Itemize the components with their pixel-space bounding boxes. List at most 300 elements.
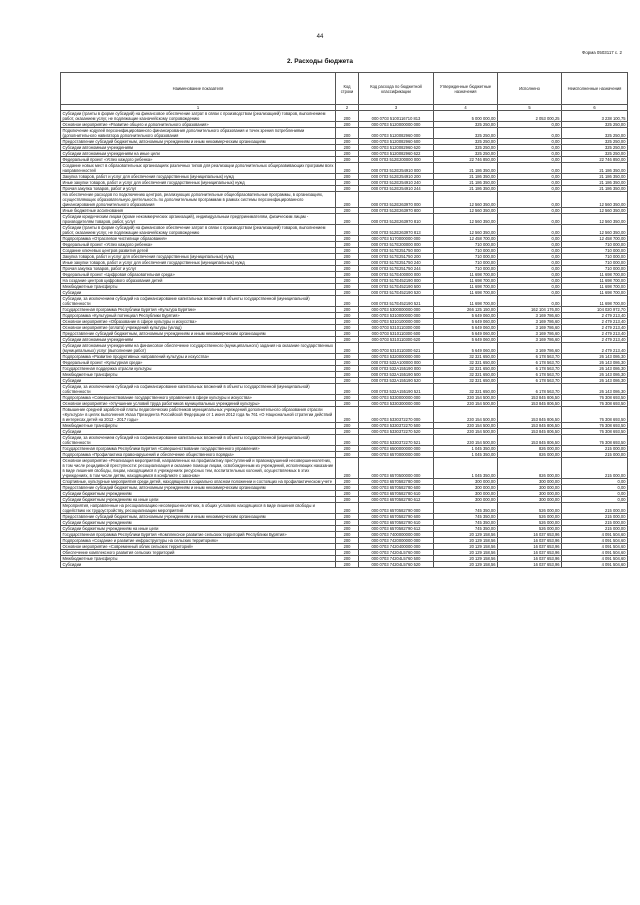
cell-indicator-name: Прочая закупка товаров, работ и услуг bbox=[61, 266, 336, 272]
cell-unexecuted: 0,00 bbox=[562, 497, 628, 503]
cell-executed: 0,00 bbox=[498, 272, 562, 278]
page-number: 44 bbox=[316, 34, 324, 40]
cell-classification-code: 000 0703 517E452190 500 bbox=[359, 284, 434, 290]
cell-classification-code: 000 0703 5120082960 600 bbox=[359, 139, 434, 145]
cell-executed: 3 169 786,60 bbox=[498, 331, 562, 337]
header-approved: Утвержденные бюджетные назначения bbox=[434, 73, 498, 105]
cell-indicator-name: Субсидии bbox=[61, 378, 336, 384]
header-row-code: Код строки bbox=[336, 73, 359, 105]
cell-unexecuted: 76 308 693,50 bbox=[562, 401, 628, 407]
cell-classification-code: 000 0703 5310000000 000 bbox=[359, 313, 434, 319]
cell-row-code: 200 bbox=[336, 372, 359, 378]
cell-approved: 20 129 158,56 bbox=[434, 544, 498, 550]
cell-classification-code: 000 0703 517E251750 240 bbox=[359, 260, 434, 266]
cell-indicator-name: Субсидии bbox=[61, 290, 336, 296]
cell-row-code: 200 bbox=[336, 180, 359, 186]
header-budget-classification: Код расхода по бюджетной классификации bbox=[359, 73, 434, 105]
cell-unexecuted: 710 000,00 bbox=[562, 242, 628, 248]
cell-row-code: 200 bbox=[336, 266, 359, 272]
cell-approved: 11 698 700,00 bbox=[434, 284, 498, 290]
header-indicator-name: Наименование показателя bbox=[61, 73, 336, 105]
cell-executed: 16 037 653,96 bbox=[498, 562, 562, 568]
cell-unexecuted: 26 143 086,30 bbox=[562, 354, 628, 360]
table-row bbox=[61, 214, 628, 225]
cell-executed: 16 037 653,96 bbox=[498, 556, 562, 562]
cell-row-code: 200 bbox=[336, 208, 359, 214]
cell-classification-code: 000 0703 74204L5760 000 bbox=[359, 550, 434, 556]
cell-approved: 5 649 060,00 bbox=[434, 331, 498, 337]
cell-indicator-name: Подпрограмма «Развитие продуктивных направлений культуры и искусства» bbox=[61, 354, 336, 360]
cell-unexecuted: 215 000,00 bbox=[562, 458, 628, 479]
cell-row-code: 200 bbox=[336, 532, 359, 538]
cell-approved: 11 698 700,00 bbox=[434, 278, 498, 284]
table-row bbox=[61, 435, 628, 446]
cell-executed: 0,00 bbox=[498, 254, 562, 260]
cell-indicator-name: Предоставление субсидий бюджетным, автономным учреждениям и иным некоммерческим организациям bbox=[61, 331, 336, 337]
cell-row-code: 200 bbox=[336, 260, 359, 266]
table-row bbox=[61, 485, 628, 491]
cell-unexecuted: 710 000,00 bbox=[562, 248, 628, 254]
cell-unexecuted: 12 560 350,00 bbox=[562, 214, 628, 225]
cell-approved: 745 350,00 bbox=[434, 503, 498, 514]
cell-executed: 0,00 bbox=[498, 151, 562, 157]
cell-indicator-name: Основное мероприятие «Улучшение условий труда работников муниципальных учреждений культуры» bbox=[61, 401, 336, 407]
cell-approved: 5 649 060,00 bbox=[434, 319, 498, 325]
cell-row-code: 200 bbox=[336, 331, 359, 337]
table-row bbox=[61, 354, 628, 360]
table-row bbox=[61, 343, 628, 354]
cell-row-code: 200 bbox=[336, 192, 359, 208]
cell-row-code: 200 bbox=[336, 407, 359, 423]
table-row bbox=[61, 313, 628, 319]
cell-executed: 0,00 bbox=[498, 242, 562, 248]
cell-executed: 0,00 bbox=[498, 214, 562, 225]
cell-unexecuted: 21 186 350,00 bbox=[562, 180, 628, 186]
cell-executed: 153 845 806,50 bbox=[498, 423, 562, 429]
cell-indicator-name: Субсидии, за исключением субсидий на софинансирование капитальных вложений в объекты государственной (муниципальной) собственности bbox=[61, 296, 336, 307]
cell-row-code: 200 bbox=[336, 174, 359, 180]
cell-indicator-name: Субсидии (гранты в форме субсидий) на финансовое обеспечение затрат в связи с производством (реализацией) товаров, выполнением работ, оказанием услуг, не подлежащие казначейскому сопровождению bbox=[61, 111, 336, 122]
cell-unexecuted: 21 186 350,00 bbox=[562, 174, 628, 180]
section-title: 2. Расходы бюджета bbox=[287, 58, 353, 65]
form-code: Форма 0503117 с. 2 bbox=[582, 50, 622, 55]
cell-executed: 0,00 bbox=[498, 225, 562, 236]
cell-executed: 153 845 806,50 bbox=[498, 395, 562, 401]
cell-approved: 5 649 060,00 bbox=[434, 343, 498, 354]
cell-row-code: 200 bbox=[336, 272, 359, 278]
cell-classification-code: 000 0703 532A155190 500 bbox=[359, 372, 434, 378]
cell-indicator-name: Субсидии, за исключением субсидий на софинансирование капитальных вложений в объекты государственной (муниципальной) собственности bbox=[61, 435, 336, 446]
cell-classification-code: 000 0703 517E452190 000 bbox=[359, 278, 434, 284]
cell-unexecuted: 21 186 350,00 bbox=[562, 186, 628, 192]
cell-unexecuted: 325 250,00 bbox=[562, 145, 628, 151]
table-row bbox=[61, 479, 628, 485]
cell-indicator-name: Подключение кодулей персонифицированного финансирования дополнительного образования и точек зрения потреблениями (дополнительного навигатора дополнительного образования bbox=[61, 128, 336, 139]
table-row bbox=[61, 538, 628, 544]
cell-row-code: 200 bbox=[336, 319, 359, 325]
cell-classification-code: 000 0703 512E263970 000 bbox=[359, 192, 434, 208]
cell-classification-code: 000 0703 6570582780 612 bbox=[359, 497, 434, 503]
cell-classification-code: 000 0703 5170000000 000 bbox=[359, 236, 434, 242]
cell-classification-code: 000 0703 5310110300 600 bbox=[359, 331, 434, 337]
cell-executed: 526 000,00 bbox=[498, 520, 562, 526]
cell-unexecuted: 0,00 bbox=[562, 479, 628, 485]
cell-unexecuted: 11 698 700,00 bbox=[562, 290, 628, 296]
table-row bbox=[61, 458, 628, 479]
cell-unexecuted: 12 560 350,00 bbox=[562, 208, 628, 214]
cell-executed: 300 000,00 bbox=[498, 491, 562, 497]
cell-approved: 1 045 350,00 bbox=[434, 446, 498, 452]
table-row bbox=[61, 111, 628, 122]
cell-row-code: 200 bbox=[336, 526, 359, 532]
cell-indicator-name: Мероприятия, направленные на ресоциализацию несовершеннолетних, в общих условиях находящихся в виде лишения свободы и содействию их трудоустройству, ресоциализации мероприятий bbox=[61, 503, 336, 514]
cell-approved: 300 000,00 bbox=[434, 491, 498, 497]
table-row bbox=[61, 331, 628, 337]
cell-executed: 2 053 000,25 bbox=[498, 111, 562, 122]
table-row bbox=[61, 497, 628, 503]
cell-approved: 21 186 350,00 bbox=[434, 180, 498, 186]
cell-classification-code: 000 0703 5330372270 000 bbox=[359, 407, 434, 423]
table-row bbox=[61, 307, 628, 313]
cell-classification-code: 000 0703 6570582790 600 bbox=[359, 514, 434, 520]
cell-approved: 230 154 500,00 bbox=[434, 395, 498, 401]
cell-indicator-name: Государственная программа Республики Бурятия «Комплексное развитие сельских территорий Республики Бурятия» bbox=[61, 532, 336, 538]
cell-row-code: 200 bbox=[336, 446, 359, 452]
cell-indicator-name: Спортивные, культурные мероприятия среди детей, находящихся в социально опасном положении и состоящих на профилактическом учете bbox=[61, 479, 336, 485]
cell-classification-code: 000 0703 5120082960 622 bbox=[359, 151, 434, 157]
cell-unexecuted: 215 000,00 bbox=[562, 446, 628, 452]
cell-unexecuted: 215 000,00 bbox=[562, 520, 628, 526]
cell-unexecuted: 26 143 086,30 bbox=[562, 378, 628, 384]
cell-approved: 710 000,00 bbox=[434, 254, 498, 260]
cell-executed: 153 845 806,50 bbox=[498, 429, 562, 435]
cell-classification-code: 000 0703 532A155190 521 bbox=[359, 384, 434, 395]
cell-executed: 6 178 563,70 bbox=[498, 354, 562, 360]
cell-row-code: 200 bbox=[336, 254, 359, 260]
cell-indicator-name: Подпрограмма «Отраслевое чистилище образования» bbox=[61, 236, 336, 242]
cell-approved: 325 250,00 bbox=[434, 128, 498, 139]
cell-approved: 710 000,00 bbox=[434, 242, 498, 248]
cell-row-code: 200 bbox=[336, 556, 359, 562]
cell-row-code: 200 bbox=[336, 128, 359, 139]
cell-approved: 32 321 650,00 bbox=[434, 384, 498, 395]
cell-classification-code: 000 0703 532A155190 520 bbox=[359, 378, 434, 384]
cell-row-code: 200 bbox=[336, 139, 359, 145]
cell-executed: 300 000,00 bbox=[498, 479, 562, 485]
cell-unexecuted: 710 000,00 bbox=[562, 260, 628, 266]
cell-indicator-name: Субсидии, за исключением субсидий на софинансирование капитальных вложений в объекты государственной (муниципальной) собственности bbox=[61, 384, 336, 395]
cell-approved: 12 560 350,00 bbox=[434, 214, 498, 225]
cell-unexecuted: 2 479 213,40 bbox=[562, 325, 628, 331]
cell-executed: 0,00 bbox=[498, 174, 562, 180]
cell-unexecuted: 3 238 100,75 bbox=[562, 111, 628, 122]
cell-unexecuted: 710 000,00 bbox=[562, 266, 628, 272]
cell-approved: 12 560 350,00 bbox=[434, 192, 498, 208]
cell-unexecuted: 4 091 504,60 bbox=[562, 550, 628, 556]
cell-row-code: 200 bbox=[336, 337, 359, 343]
cell-classification-code: 000 0703 6570582780 000 bbox=[359, 479, 434, 485]
cell-executed: 16 037 653,96 bbox=[498, 544, 562, 550]
header-row bbox=[61, 73, 628, 105]
cell-unexecuted: 26 143 086,30 bbox=[562, 384, 628, 395]
cell-classification-code: 000 0703 5330300000 000 bbox=[359, 401, 434, 407]
cell-indicator-name: Создание ключевых центров развития детей bbox=[61, 248, 336, 254]
cell-indicator-name: Субсидии юридическим лицам (кроме некоммерческих организаций), индивидуальным предпринимателям, физическим лицам - производителям товаров, работ, услуг bbox=[61, 214, 336, 225]
cell-indicator-name: Предоставление субсидий бюджетным, автономным учреждениям и иным некоммерческим организациям bbox=[61, 139, 336, 145]
cell-row-code: 200 bbox=[336, 435, 359, 446]
cell-row-code: 200 bbox=[336, 225, 359, 236]
cell-row-code: 200 bbox=[336, 514, 359, 520]
header-index: 2 bbox=[336, 105, 359, 111]
cell-classification-code: 000 0703 517E251750 200 bbox=[359, 254, 434, 260]
cell-row-code: 200 bbox=[336, 550, 359, 556]
cell-classification-code: 000 0703 5310110300 620 bbox=[359, 337, 434, 343]
cell-indicator-name: Обеспечение комплексного развития сельских территорий bbox=[61, 550, 336, 556]
cell-indicator-name: Федеральный проект «Культурная среда» bbox=[61, 360, 336, 366]
cell-row-code: 200 bbox=[336, 248, 359, 254]
cell-unexecuted: 26 143 086,30 bbox=[562, 372, 628, 378]
cell-approved: 1 045 350,00 bbox=[434, 458, 498, 479]
cell-indicator-name: Государственная программа Республики Бурятия «Совершенствование государственного управления» bbox=[61, 446, 336, 452]
cell-classification-code: 000 0703 512E200000 000 bbox=[359, 157, 434, 163]
cell-row-code: 200 bbox=[336, 360, 359, 366]
table-row bbox=[61, 319, 628, 325]
cell-approved: 32 321 650,00 bbox=[434, 360, 498, 366]
cell-indicator-name: Иные закупки товаров, работ и услуг для обеспечения государственных (муниципальных) нужд bbox=[61, 260, 336, 266]
cell-executed: 300 000,00 bbox=[498, 497, 562, 503]
cell-row-code: 200 bbox=[336, 562, 359, 568]
cell-classification-code: 000 0703 5320000000 000 bbox=[359, 354, 434, 360]
cell-row-code: 200 bbox=[336, 538, 359, 544]
cell-approved: 32 321 650,00 bbox=[434, 354, 498, 360]
cell-executed: 16 037 653,96 bbox=[498, 532, 562, 538]
cell-classification-code: 000 0703 517E452190 521 bbox=[359, 296, 434, 307]
cell-approved: 745 350,00 bbox=[434, 526, 498, 532]
cell-approved: 300 000,00 bbox=[434, 479, 498, 485]
table-row bbox=[61, 526, 628, 532]
cell-executed: 153 845 806,50 bbox=[498, 407, 562, 423]
cell-executed: 0,00 bbox=[498, 186, 562, 192]
cell-indicator-name: Субсидии автономным учреждениям на иные цели bbox=[61, 151, 336, 157]
cell-executed: 153 845 806,50 bbox=[498, 401, 562, 407]
table-row bbox=[61, 562, 628, 568]
cell-approved: 1 045 350,00 bbox=[434, 452, 498, 458]
table-row bbox=[61, 407, 628, 423]
cell-classification-code: 000 0703 517E251750 000 bbox=[359, 248, 434, 254]
cell-unexecuted: 26 143 086,30 bbox=[562, 366, 628, 372]
table-row bbox=[61, 532, 628, 538]
cell-approved: 11 698 700,00 bbox=[434, 296, 498, 307]
cell-classification-code: 000 0703 512E254910 240 bbox=[359, 180, 434, 186]
cell-classification-code: 000 0703 5330372270 520 bbox=[359, 429, 434, 435]
cell-indicator-name: Предоставление субсидий бюджетным, автономным учреждениям и иным некоммерческим организациям bbox=[61, 514, 336, 520]
cell-classification-code: 000 0703 7400000000 000 bbox=[359, 532, 434, 538]
cell-classification-code: 000 0703 5310110300 000 bbox=[359, 325, 434, 331]
cell-indicator-name: На создание центров цифрового образования детей bbox=[61, 278, 336, 284]
cell-unexecuted: 4 091 504,60 bbox=[562, 556, 628, 562]
cell-row-code: 200 bbox=[336, 503, 359, 514]
cell-approved: 230 154 500,00 bbox=[434, 401, 498, 407]
cell-unexecuted: 710 000,00 bbox=[562, 254, 628, 260]
table-row bbox=[61, 128, 628, 139]
cell-indicator-name: Субсидии бюджетным учреждениям bbox=[61, 520, 336, 526]
cell-row-code: 200 bbox=[336, 401, 359, 407]
cell-executed: 0,00 bbox=[498, 157, 562, 163]
header-index: 5 bbox=[498, 105, 562, 111]
cell-indicator-name: Субсидии бюджетным учреждениям bbox=[61, 491, 336, 497]
cell-row-code: 200 bbox=[336, 384, 359, 395]
cell-executed: 3 169 786,60 bbox=[498, 319, 562, 325]
cell-executed: 0,00 bbox=[498, 260, 562, 266]
cell-approved: 21 186 350,00 bbox=[434, 186, 498, 192]
cell-unexecuted: 325 250,00 bbox=[562, 139, 628, 145]
cell-row-code: 200 bbox=[336, 111, 359, 122]
cell-unexecuted: 76 308 693,50 bbox=[562, 407, 628, 423]
cell-indicator-name: Субсидии автономным учреждениям на финансовое обеспечение государственного (муниципального) задания на оказание государственных (муниципальных) услуг (выполнение работ) bbox=[61, 343, 336, 354]
cell-approved: 21 186 350,00 bbox=[434, 174, 498, 180]
cell-approved: 325 250,00 bbox=[434, 145, 498, 151]
cell-approved: 32 321 650,00 bbox=[434, 366, 498, 372]
table-row bbox=[61, 550, 628, 556]
cell-row-code: 200 bbox=[336, 325, 359, 331]
cell-approved: 11 698 700,00 bbox=[434, 290, 498, 296]
cell-indicator-name: Субсидии автономным учреждениям bbox=[61, 145, 336, 151]
cell-row-code: 200 bbox=[336, 343, 359, 354]
cell-classification-code: 000 0703 6570582790 610 bbox=[359, 520, 434, 526]
cell-row-code: 200 bbox=[336, 163, 359, 174]
cell-executed: 826 000,00 bbox=[498, 458, 562, 479]
cell-indicator-name: Межбюджетные трансферты bbox=[61, 556, 336, 562]
cell-indicator-name: Межбюджетные трансферты bbox=[61, 372, 336, 378]
cell-indicator-name: Субсидии автономным учреждениям bbox=[61, 337, 336, 343]
cell-executed: 0,00 bbox=[498, 180, 562, 186]
cell-approved: 230 154 500,00 bbox=[434, 407, 498, 423]
cell-classification-code: 000 0703 5300000000 000 bbox=[359, 307, 434, 313]
cell-indicator-name: Закупка товаров, работ и услуг для обеспечения государственных (муниципальных) нужд bbox=[61, 254, 336, 260]
cell-executed: 0,00 bbox=[498, 290, 562, 296]
cell-approved: 22 746 850,00 bbox=[434, 157, 498, 163]
header-index: 1 bbox=[61, 105, 336, 111]
cell-executed: 153 845 806,50 bbox=[498, 435, 562, 446]
cell-classification-code: 000 0703 6500000000 000 bbox=[359, 446, 434, 452]
cell-row-code: 200 bbox=[336, 544, 359, 550]
cell-executed: 0,00 bbox=[498, 192, 562, 208]
cell-executed: 0,00 bbox=[498, 128, 562, 139]
cell-executed: 16 037 653,96 bbox=[498, 538, 562, 544]
cell-classification-code: 000 0703 7420000000 000 bbox=[359, 538, 434, 544]
cell-executed: 0,00 bbox=[498, 248, 562, 254]
cell-executed: 162 104 176,00 bbox=[498, 307, 562, 313]
cell-classification-code: 000 0703 517E251750 244 bbox=[359, 266, 434, 272]
table-row bbox=[61, 163, 628, 174]
cell-row-code: 200 bbox=[336, 491, 359, 497]
cell-indicator-name: Основное мероприятие «Реализация мероприятий, направленных на профилактику преступлений и правонарушений несовершеннолетних, в том числе рецидивной преступности: ресоциализация и оказание помощи лицам, освобожденным из учреждений, исполняющих наказание в виде лишения свободы, лицам, находящимся в учреждениях ресурсных тем, воспитательных колоний, осуществляемых в этих учреждениях, в том числе детям, находящимся в конфликте с законом» bbox=[61, 458, 336, 479]
cell-unexecuted: 76 308 693,50 bbox=[562, 395, 628, 401]
cell-row-code: 200 bbox=[336, 214, 359, 225]
cell-unexecuted: 4 091 504,60 bbox=[562, 562, 628, 568]
cell-unexecuted: 12 560 350,00 bbox=[562, 192, 628, 208]
cell-row-code: 200 bbox=[336, 479, 359, 485]
cell-executed: 0,00 bbox=[498, 145, 562, 151]
cell-executed: 526 000,00 bbox=[498, 514, 562, 520]
cell-approved: 745 350,00 bbox=[434, 520, 498, 526]
cell-approved: 710 000,00 bbox=[434, 266, 498, 272]
cell-row-code: 200 bbox=[336, 284, 359, 290]
cell-classification-code: 000 0703 7420400000 000 bbox=[359, 544, 434, 550]
table-row bbox=[61, 384, 628, 395]
cell-executed: 3 169 786,60 bbox=[498, 343, 562, 354]
cell-row-code: 200 bbox=[336, 186, 359, 192]
cell-indicator-name: Создание новых мест в образовательных организациях различных типов для реализации дополнительных общеразвивающих программ всех направленностей bbox=[61, 163, 336, 174]
cell-indicator-name: Основное мероприятие «Образование в сфере культуры и искусства» bbox=[61, 319, 336, 325]
cell-unexecuted: 22 746 850,00 bbox=[562, 157, 628, 163]
header-index: 6 bbox=[562, 105, 628, 111]
table-row bbox=[61, 544, 628, 550]
cell-row-code: 200 bbox=[336, 354, 359, 360]
cell-executed: 6 178 563,70 bbox=[498, 372, 562, 378]
cell-unexecuted: 215 000,00 bbox=[562, 514, 628, 520]
cell-executed: 6 178 563,70 bbox=[498, 378, 562, 384]
cell-executed: 826 000,00 bbox=[498, 446, 562, 452]
cell-approved: 5 649 060,00 bbox=[434, 337, 498, 343]
cell-indicator-name: Межбюджетные трансферты bbox=[61, 284, 336, 290]
cell-row-code: 200 bbox=[336, 313, 359, 319]
cell-unexecuted: 4 091 504,60 bbox=[562, 532, 628, 538]
table-row bbox=[61, 296, 628, 307]
table-body bbox=[61, 111, 628, 568]
cell-classification-code: 000 0703 512E263970 800 bbox=[359, 208, 434, 214]
cell-indicator-name: Предоставление субсидий бюджетным, автономным учреждениям и иным некоммерческим организациям bbox=[61, 485, 336, 491]
cell-approved: 12 560 350,00 bbox=[434, 225, 498, 236]
cell-unexecuted: 4 091 504,60 bbox=[562, 538, 628, 544]
cell-executed: 0,00 bbox=[498, 284, 562, 290]
table-row bbox=[61, 325, 628, 331]
cell-row-code: 200 bbox=[336, 378, 359, 384]
cell-unexecuted: 2 479 213,40 bbox=[562, 343, 628, 354]
cell-approved: 745 350,00 bbox=[434, 514, 498, 520]
cell-unexecuted: 325 250,00 bbox=[562, 151, 628, 157]
cell-classification-code: 000 0703 512E254910 200 bbox=[359, 174, 434, 180]
cell-indicator-name: Подпрограмма «Культурный потенциал Республики Бурятия» bbox=[61, 313, 336, 319]
cell-indicator-name: Субсидии (гранты в форме субсидий) на финансовое обеспечение затрат в связи с производством (реализацией) товаров, выполнением работ, оказанием услуг, не подлежащие казначейскому сопровождению bbox=[61, 225, 336, 236]
cell-executed: 6 178 563,70 bbox=[498, 360, 562, 366]
cell-indicator-name: Основное мероприятие «Развитие общего и дополнительного образования» bbox=[61, 122, 336, 128]
cell-executed: 526 000,00 bbox=[498, 503, 562, 514]
table-row bbox=[61, 514, 628, 520]
cell-unexecuted: 104 020 972,70 bbox=[562, 307, 628, 313]
header-executed: Исполнено bbox=[498, 73, 562, 105]
cell-indicator-name: Закупка товаров, работ и услуг для обеспечения государственных (муниципальных) нужд bbox=[61, 174, 336, 180]
cell-row-code: 200 bbox=[336, 122, 359, 128]
cell-indicator-name: Федеральный проект «Успех каждого ребенка» bbox=[61, 157, 336, 163]
cell-unexecuted: 12 560 350,00 bbox=[562, 225, 628, 236]
cell-approved: 230 154 500,00 bbox=[434, 435, 498, 446]
cell-row-code: 200 bbox=[336, 520, 359, 526]
cell-unexecuted: 21 186 350,00 bbox=[562, 163, 628, 174]
cell-unexecuted: 325 250,00 bbox=[562, 128, 628, 139]
cell-approved: 20 129 158,56 bbox=[434, 556, 498, 562]
cell-unexecuted: 26 143 086,30 bbox=[562, 360, 628, 366]
cell-classification-code: 000 0703 6570500000 000 bbox=[359, 458, 434, 479]
cell-indicator-name: Подпрограмма «Профилактика правонарушений и обеспечение общественного порядка» bbox=[61, 452, 336, 458]
table-row bbox=[61, 395, 628, 401]
cell-approved: 230 154 500,00 bbox=[434, 429, 498, 435]
cell-unexecuted: 11 698 700,00 bbox=[562, 296, 628, 307]
cell-approved: 12 560 350,00 bbox=[434, 208, 498, 214]
cell-indicator-name: Государственная поддержка отрасли культуры bbox=[61, 366, 336, 372]
table-row bbox=[61, 366, 628, 372]
cell-executed: 0,00 bbox=[498, 163, 562, 174]
